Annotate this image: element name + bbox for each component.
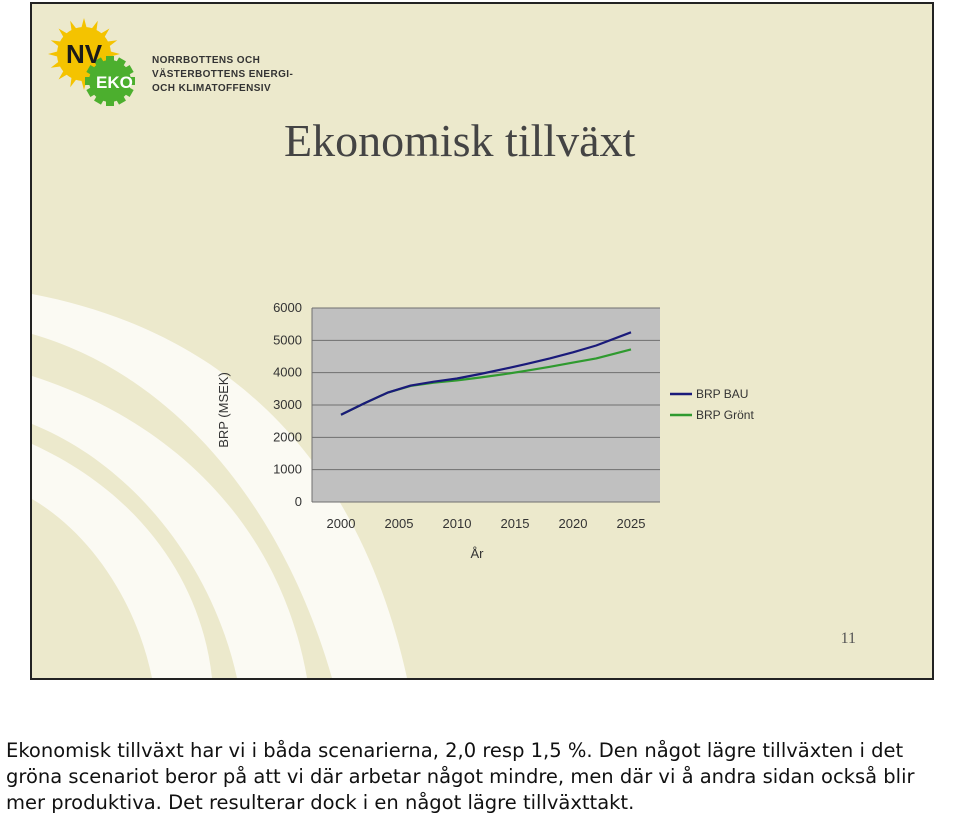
x-tick-label: 2015 [500, 516, 530, 531]
logo-gear-text: EKO [96, 73, 133, 92]
y-tick-label: 4000 [273, 364, 302, 380]
brp-line-chart [202, 290, 762, 580]
x-tick-label: 2010 [442, 516, 472, 531]
legend-label: BRP BAU [696, 387, 749, 401]
slide-title: Ekonomisk tillväxt [284, 115, 636, 166]
org-line: VÄSTERBOTTENS ENERGI- [152, 69, 294, 80]
speaker-notes-caption: Ekonomisk tillväxt har vi i båda scenarierna, 2,0 resp 1,5 %. Den något lägre tillväxten i det gröna scenariot beror på att vi där arbetar något mindre, men där vi å andra sidan också blir mer produktiva. Det resulterar dock i en något lägre tillväxttakt. [6, 739, 915, 814]
y-axis-label: BRP (MSEK) [216, 372, 231, 448]
legend-label: BRP Grönt [696, 408, 754, 422]
slide-number: 11 [840, 630, 856, 647]
y-tick-label: 3000 [273, 397, 302, 412]
nv-eko-logo [44, 16, 144, 116]
y-tick-label: 0 [294, 494, 302, 509]
logo-sun-text: NV [66, 39, 103, 69]
y-tick-label: 6000 [273, 300, 302, 315]
slide [30, 2, 934, 680]
x-tick-label: 2020 [558, 516, 588, 531]
y-tick-label: 2000 [273, 429, 302, 445]
y-tick-label: 5000 [273, 332, 302, 348]
y-tick-label: 1000 [273, 461, 302, 477]
org-line: NORRBOTTENS OCH [152, 55, 261, 66]
x-axis-label: År [470, 546, 484, 561]
x-tick-label: 2005 [384, 516, 414, 531]
x-tick-label: 2000 [326, 516, 356, 531]
x-tick-label: 2025 [616, 516, 646, 531]
org-line: OCH KLIMATOFFENSIV [152, 83, 272, 94]
organization-name [152, 54, 293, 96]
